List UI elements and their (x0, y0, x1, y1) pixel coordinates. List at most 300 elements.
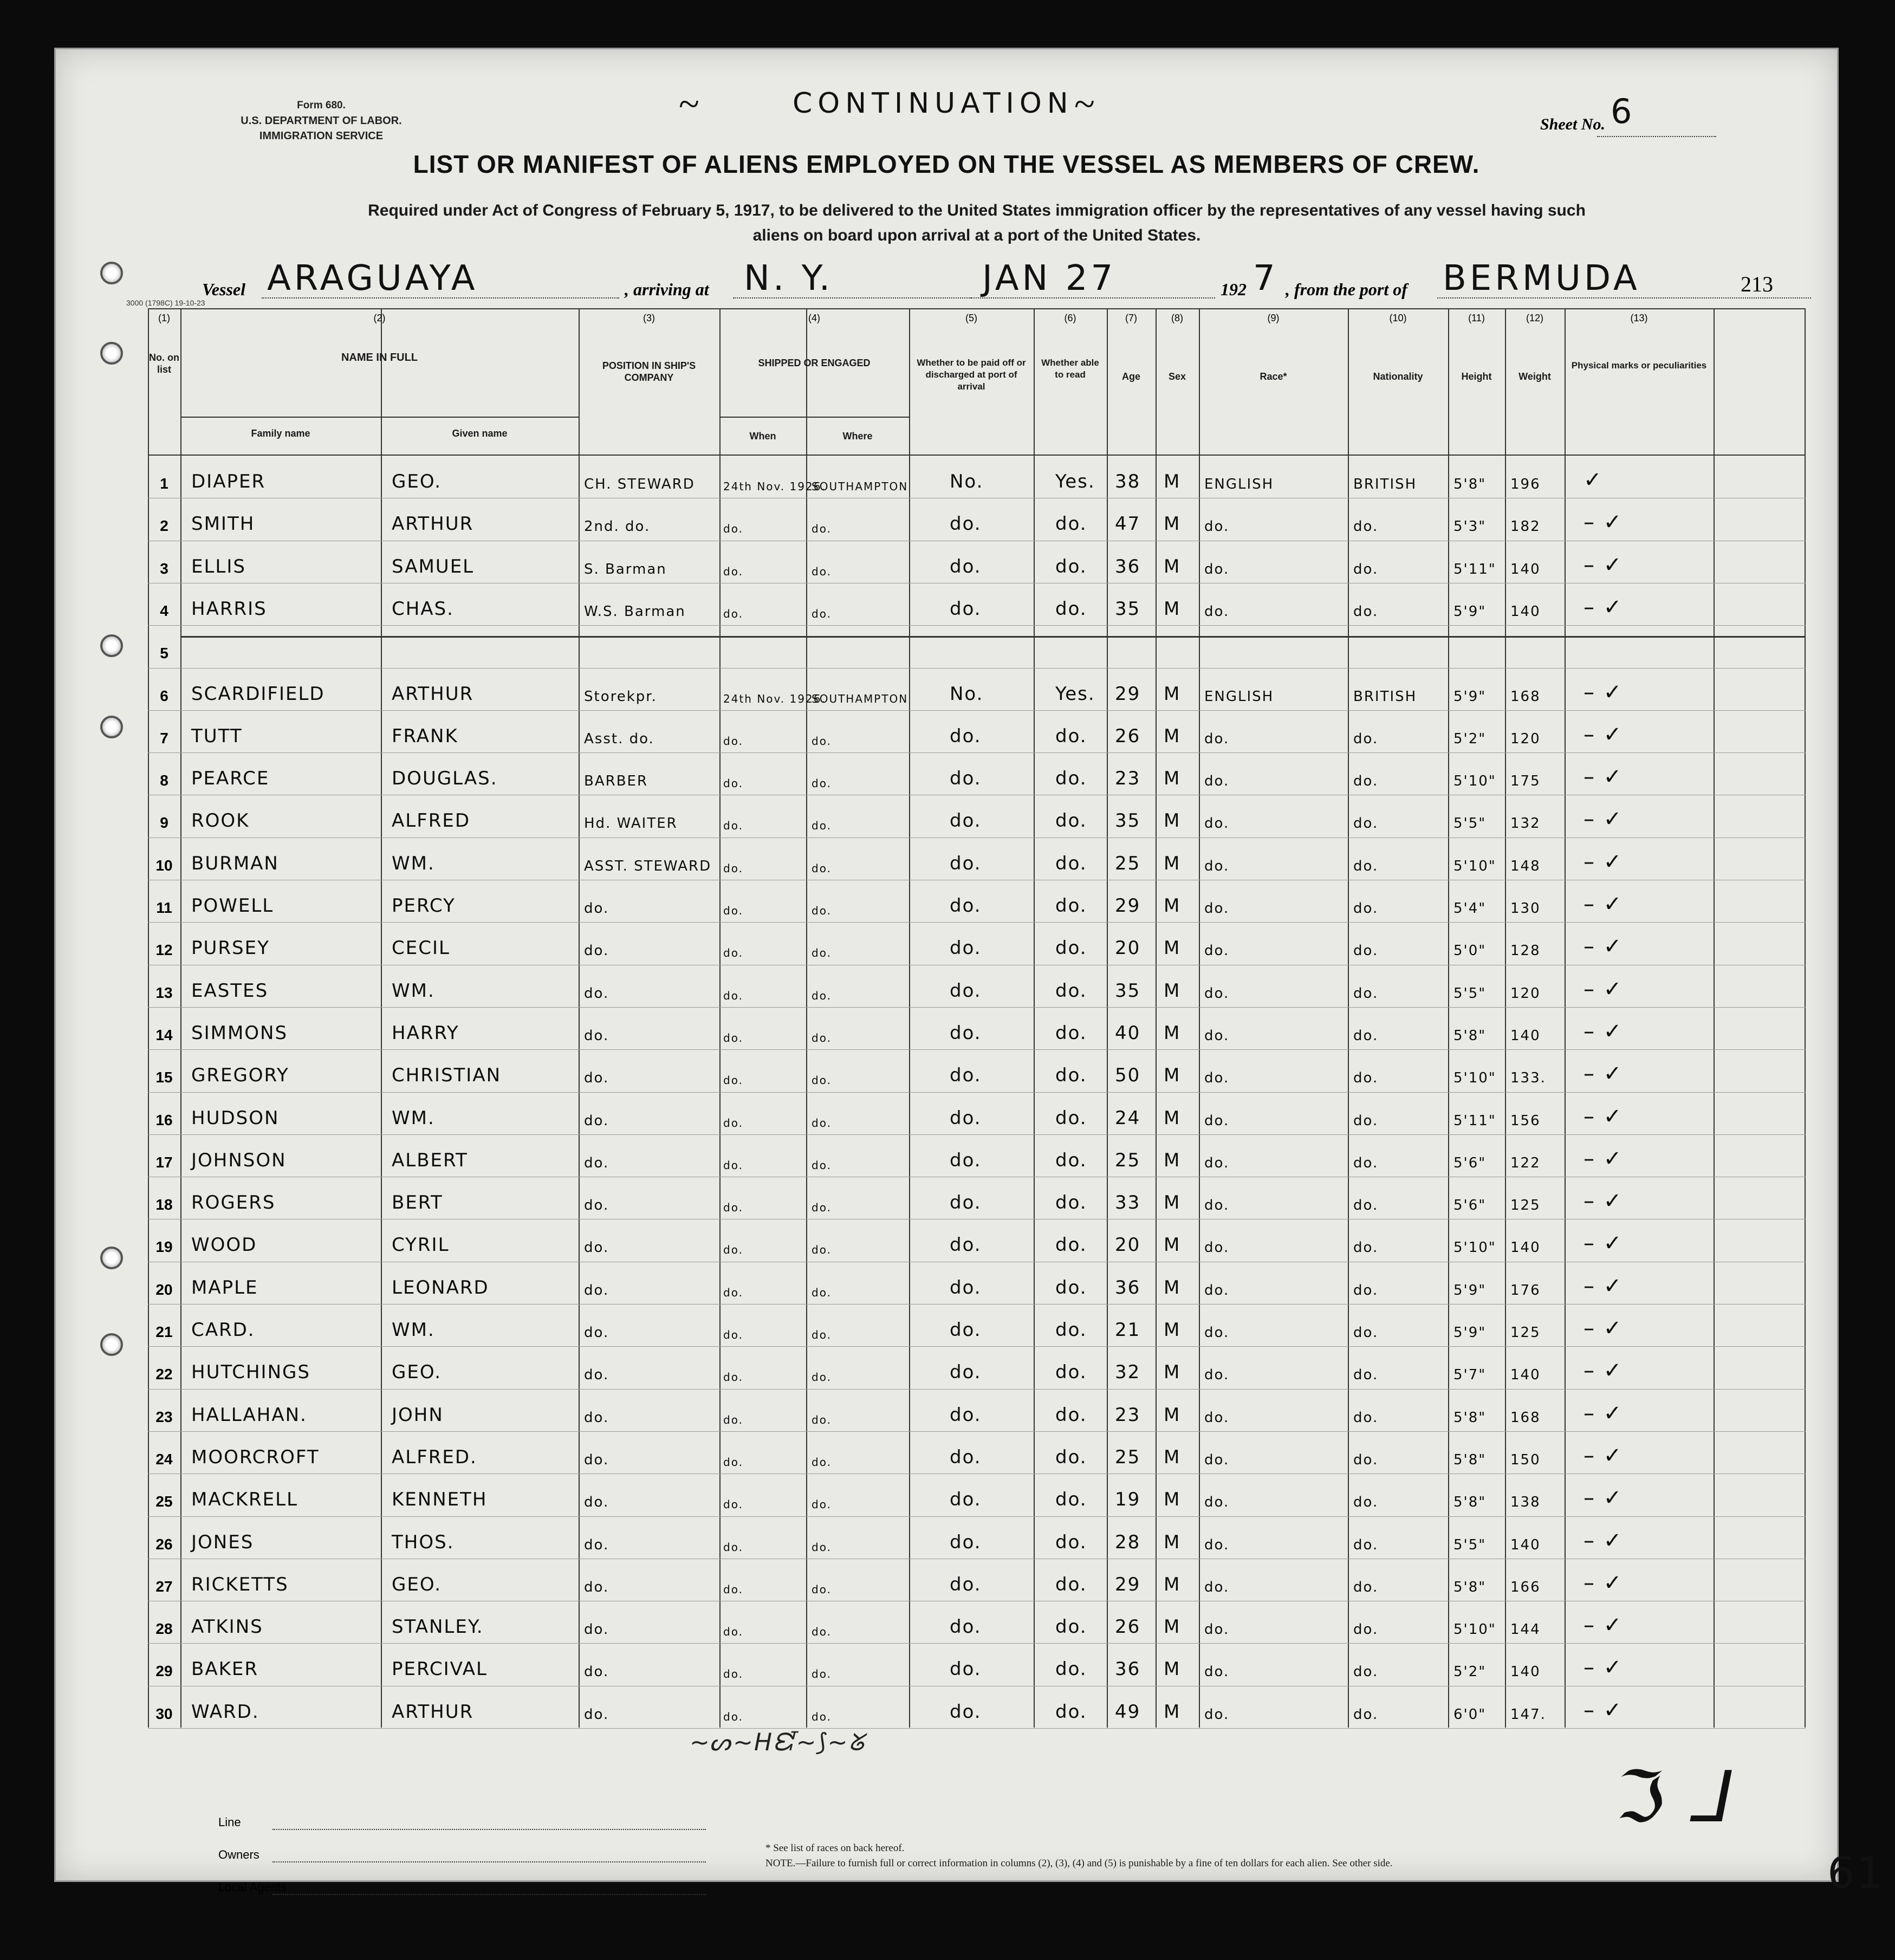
age: 32 (1115, 1361, 1141, 1384)
table-row (148, 922, 1806, 964)
row-number: 7 (160, 729, 168, 747)
name-subheader-rule (180, 417, 579, 418)
year-digit: 7 (1253, 258, 1279, 298)
position: do. (584, 1494, 609, 1511)
local-agents-label: Local Agents (218, 1880, 287, 1894)
shipped-when: do. (723, 1710, 743, 1723)
sex: M (1164, 1658, 1181, 1680)
paid-off: do. (950, 513, 982, 535)
race: do. (1204, 1706, 1230, 1723)
row-number: 27 (155, 1578, 173, 1595)
position: do. (584, 1325, 609, 1341)
col-num: (6) (1064, 313, 1076, 323)
able-to-read: do. (1055, 1573, 1087, 1595)
from-port-label: , from the port of (1286, 280, 1407, 299)
sex: M (1164, 852, 1181, 874)
height: 5'9" (1453, 688, 1487, 705)
row-rule (148, 1728, 1806, 1729)
height: 5'8" (1453, 476, 1487, 492)
shipped-where: do. (812, 904, 832, 917)
able-to-read: do. (1055, 1616, 1087, 1638)
able-to-read: do. (1055, 598, 1087, 620)
paid-off: do. (950, 1319, 982, 1341)
col-num: (9) (1267, 313, 1280, 323)
race: do. (1204, 518, 1230, 535)
position: do. (584, 1282, 609, 1299)
row-number: 28 (155, 1620, 173, 1638)
able-to-read: do. (1055, 1149, 1087, 1171)
shipped-when: do. (723, 522, 743, 536)
shipped-where: do. (812, 1413, 832, 1426)
subtitle-line-1: Required under Act of Congress of February 5, 1917, to be delivered to the United States immigration officer by the representatives of any vessel having such (368, 202, 1586, 219)
given-name: LEONARD (392, 1276, 489, 1299)
given-name: WM. (392, 852, 435, 874)
row-number: 24 (155, 1450, 173, 1468)
paid-off: do. (950, 1361, 982, 1384)
given-name: JOHN (392, 1404, 444, 1426)
department-name: U.S. DEPARTMENT OF LABOR. (241, 115, 402, 127)
header-where: Where (842, 431, 873, 442)
nationality: do. (1353, 815, 1379, 832)
weight: 175 (1510, 773, 1541, 790)
sex: M (1164, 1276, 1181, 1299)
sex: M (1164, 810, 1181, 832)
given-name: ARTHUR (392, 683, 474, 705)
weight: 140 (1510, 1536, 1541, 1553)
owners-field (272, 1861, 706, 1862)
shipped-when: do. (723, 1667, 743, 1681)
physical-marks: – ✓ (1584, 1485, 1623, 1511)
position: do. (584, 900, 609, 917)
race: do. (1204, 1451, 1230, 1468)
shipped-when: do. (723, 904, 743, 917)
nationality: do. (1353, 1536, 1379, 1553)
header-physical-marks: Physical marks or peculiarities (1571, 360, 1707, 371)
able-to-read: do. (1055, 1065, 1087, 1087)
subtitle-line-2: aliens on board upon arrival at a port of the United States. (752, 226, 1201, 244)
physical-marks: – ✓ (1584, 1189, 1623, 1214)
physical-marks: – ✓ (1584, 510, 1623, 535)
given-name: CHAS. (392, 598, 454, 620)
weight: 120 (1510, 730, 1541, 747)
weight: 150 (1510, 1451, 1541, 1468)
line-field (272, 1829, 706, 1830)
shipped-where: do. (812, 734, 832, 748)
age: 29 (1115, 683, 1141, 705)
row-number: 1 (160, 475, 168, 492)
table-row (148, 456, 1806, 498)
sex: M (1164, 1701, 1181, 1723)
height: 5'3" (1453, 518, 1487, 535)
weight: 182 (1510, 518, 1541, 535)
able-to-read: Yes. (1055, 683, 1095, 705)
able-to-read: do. (1055, 895, 1087, 917)
shipped-where: do. (812, 522, 832, 536)
shipped-where: SOUTHAMPTON (812, 480, 908, 493)
row-number: 18 (155, 1196, 173, 1213)
nationality: do. (1353, 518, 1379, 535)
able-to-read: do. (1055, 1404, 1087, 1426)
given-name: HARRY (392, 1022, 459, 1044)
shipped-when: do. (723, 777, 743, 790)
physical-marks: – ✓ (1584, 1104, 1623, 1129)
shipped-where: do. (812, 1455, 832, 1469)
paid-off: No. (950, 471, 984, 492)
races-note: * See list of races on back hereof. (765, 1842, 905, 1854)
physical-marks: – ✓ (1584, 976, 1623, 1002)
page-stamp: 213 (1741, 272, 1773, 296)
family-name: JOHNSON (191, 1149, 287, 1171)
given-name: ALBERT (392, 1149, 468, 1171)
given-name: ARTHUR (392, 513, 474, 535)
nationality: do. (1353, 943, 1379, 959)
family-name: POWELL (191, 895, 274, 917)
family-name: BURMAN (191, 852, 279, 874)
physical-marks: ✓ (1584, 468, 1603, 492)
weight: 138 (1510, 1494, 1541, 1511)
weight: 166 (1510, 1579, 1541, 1595)
sex: M (1164, 1022, 1181, 1044)
age: 36 (1115, 1658, 1141, 1680)
paid-off: do. (950, 1531, 982, 1553)
shipped-where: do. (812, 1116, 832, 1130)
nationality: do. (1353, 900, 1379, 917)
paid-off: do. (950, 937, 982, 959)
shipped-when: do. (723, 1625, 743, 1639)
age: 29 (1115, 895, 1141, 917)
shipped-when: do. (723, 1413, 743, 1426)
height: 5'9" (1453, 1282, 1487, 1299)
shipped-when: do. (723, 1158, 743, 1172)
position: 2nd. do. (584, 518, 651, 535)
table-row (148, 1643, 1806, 1685)
position: do. (584, 1621, 609, 1638)
paid-off: do. (950, 725, 982, 747)
paid-off: do. (950, 895, 982, 917)
able-to-read: do. (1055, 1531, 1087, 1553)
header-paid-off: Whether to be paid off or discharged at port of arrival (917, 358, 1026, 392)
row-number: 29 (155, 1663, 173, 1680)
shipped-when: do. (723, 946, 743, 960)
sex: M (1164, 937, 1181, 959)
given-name: GEO. (392, 471, 442, 492)
nationality: do. (1353, 1621, 1379, 1638)
able-to-read: do. (1055, 725, 1087, 747)
paid-off: do. (950, 1573, 982, 1595)
able-to-read: do. (1055, 1658, 1087, 1680)
physical-marks: – ✓ (1584, 807, 1623, 832)
crew-table (148, 308, 1806, 1728)
weight: 120 (1510, 985, 1541, 1002)
height: 5'10" (1453, 1239, 1496, 1256)
page-title: LIST OR MANIFEST OF ALIENS EMPLOYED ON THE VESSEL AS MEMBERS OF CREW. (413, 150, 1480, 178)
able-to-read: do. (1055, 937, 1087, 959)
weight: 133. (1510, 1070, 1546, 1087)
table-row (148, 1346, 1806, 1388)
table-row (148, 625, 1806, 667)
able-to-read: Yes. (1055, 471, 1095, 492)
table-row (148, 1431, 1806, 1474)
given-name: ALFRED (392, 810, 471, 832)
shipped-where: do. (812, 1031, 832, 1044)
row-number: 3 (160, 560, 168, 577)
weight: 144 (1510, 1621, 1541, 1638)
physical-marks: – ✓ (1584, 552, 1623, 577)
family-name: EASTES (191, 979, 269, 1002)
row-number: 15 (155, 1069, 173, 1086)
position: do. (584, 1154, 609, 1171)
race: do. (1204, 1112, 1230, 1129)
physical-marks: – ✓ (1584, 1146, 1623, 1171)
shipped-subheader-rule (719, 417, 909, 418)
height: 5'8" (1453, 1451, 1487, 1468)
given-name: GEO. (392, 1573, 442, 1595)
paid-off: do. (950, 1065, 982, 1087)
weight: 140 (1510, 561, 1541, 577)
col-num: (5) (965, 313, 977, 323)
position: CH. STEWARD (584, 476, 695, 492)
given-name: ARTHUR (392, 1701, 474, 1723)
height: 5'10" (1453, 1070, 1496, 1087)
position: Storekpr. (584, 688, 657, 705)
sex: M (1164, 1107, 1181, 1129)
race: do. (1204, 1664, 1230, 1680)
punch-hole (100, 262, 123, 284)
shipped-when: do. (723, 1074, 743, 1087)
race: do. (1204, 1154, 1230, 1171)
physical-marks: – ✓ (1584, 1697, 1623, 1723)
family-name: ELLIS (191, 555, 246, 577)
given-name: WM. (392, 1319, 435, 1341)
paid-off: do. (950, 1701, 982, 1723)
shipped-where: do. (812, 1371, 832, 1384)
nationality: do. (1353, 1112, 1379, 1129)
family-name: PEARCE (191, 768, 270, 790)
age: 21 (1115, 1319, 1141, 1341)
header-age: Age (1121, 371, 1140, 382)
race: do. (1204, 900, 1230, 917)
header-height: Height (1461, 371, 1492, 382)
paid-off: do. (950, 852, 982, 874)
table-row (148, 1134, 1806, 1177)
position: do. (584, 1536, 609, 1553)
service-name: IMMIGRATION SERVICE (259, 130, 384, 142)
race: do. (1204, 858, 1230, 874)
page-subtitle (218, 198, 1735, 248)
nationality: do. (1353, 1664, 1379, 1680)
family-name: MAPLE (191, 1276, 258, 1299)
given-name: CHRISTIAN (392, 1065, 502, 1087)
table-row (148, 1262, 1806, 1304)
position: ASST. STEWARD (584, 858, 712, 874)
given-name: WM. (392, 1107, 435, 1129)
sex: M (1164, 1234, 1181, 1256)
header-name-in-full: NAME IN FULL (341, 352, 418, 364)
paid-off: do. (950, 1616, 982, 1638)
shipped-where: do. (812, 1074, 832, 1087)
shipped-where: do. (812, 1498, 832, 1511)
position: do. (584, 1239, 609, 1256)
table-row (148, 1686, 1806, 1728)
age: 35 (1115, 979, 1141, 1002)
paid-off: do. (950, 810, 982, 832)
nationality: do. (1353, 1197, 1379, 1214)
table-row (148, 1389, 1806, 1431)
age: 24 (1115, 1107, 1141, 1129)
given-name: CECIL (392, 937, 450, 959)
signature: ~ᔕ~ᕼᘿ~⟆~ᘜ (690, 1729, 865, 1756)
col-num: (1) (158, 313, 170, 323)
family-name: HUDSON (191, 1107, 280, 1129)
paid-off: do. (950, 1489, 982, 1511)
shipped-when: do. (723, 734, 743, 748)
physical-marks: – ✓ (1584, 764, 1623, 790)
family-name: ROOK (191, 810, 250, 832)
shipped-when: do. (723, 564, 743, 578)
shipped-when: do. (723, 1243, 743, 1257)
height: 5'0" (1453, 943, 1487, 959)
sex: M (1164, 725, 1181, 747)
weight: 156 (1510, 1112, 1541, 1129)
shipped-when: do. (723, 1328, 743, 1341)
physical-marks: – ✓ (1584, 1061, 1623, 1087)
sex: M (1164, 1192, 1181, 1214)
sex: M (1164, 1616, 1181, 1638)
manifest-sheet (54, 48, 1885, 1898)
shipped-where: do. (812, 1201, 832, 1215)
age: 33 (1115, 1192, 1141, 1214)
punch-hole (100, 634, 123, 657)
sex: M (1164, 1573, 1181, 1595)
shipped-when: do. (723, 1201, 743, 1215)
arrival-date: JAN 27 (982, 258, 1117, 298)
sex: M (1164, 1404, 1181, 1426)
shipped-when: do. (723, 861, 743, 875)
height: 5'11" (1453, 1112, 1496, 1129)
physical-marks: – ✓ (1584, 1018, 1623, 1044)
header-family-name: Family name (251, 428, 310, 439)
age: 23 (1115, 1404, 1141, 1426)
vessel-label: Vessel (202, 280, 245, 299)
age: 26 (1115, 725, 1141, 747)
family-name: HUTCHINGS (191, 1361, 310, 1384)
physical-marks: – ✓ (1584, 1528, 1623, 1553)
height: 5'6" (1453, 1197, 1487, 1214)
form-number: Form 680. (297, 100, 346, 111)
shipped-where: do. (812, 1158, 832, 1172)
shipped-where: do. (812, 1625, 832, 1639)
row-number: 12 (155, 942, 173, 959)
physical-marks: – ✓ (1584, 722, 1623, 747)
nationality: do. (1353, 1451, 1379, 1468)
age: 47 (1115, 513, 1141, 535)
table-row (148, 710, 1806, 752)
able-to-read: do. (1055, 979, 1087, 1002)
nationality: do. (1353, 730, 1379, 747)
family-name: GREGORY (191, 1065, 289, 1087)
header-race: Race* (1260, 371, 1287, 382)
paid-off: do. (950, 598, 982, 620)
given-name: KENNETH (392, 1489, 488, 1511)
paid-off: do. (950, 1658, 982, 1680)
sheet-number-line (1597, 136, 1716, 137)
col-num: (3) (643, 313, 655, 323)
sex: M (1164, 1149, 1181, 1171)
sex: M (1164, 513, 1181, 535)
table-row (148, 838, 1806, 880)
position: W.S. Barman (584, 603, 686, 620)
shipped-when: do. (723, 1286, 743, 1299)
weight: 140 (1510, 1239, 1541, 1256)
sex: M (1164, 683, 1181, 705)
table-row (148, 1304, 1806, 1346)
age: 29 (1115, 1573, 1141, 1595)
header-sex: Sex (1168, 371, 1186, 382)
given-name: SAMUEL (392, 555, 475, 577)
height: 5'9" (1453, 1325, 1487, 1341)
height: 5'8" (1453, 1579, 1487, 1595)
row-number: 10 (155, 856, 173, 874)
paid-off: do. (950, 1404, 982, 1426)
row-number: 26 (155, 1535, 173, 1553)
shipped-when: do. (723, 1116, 743, 1130)
physical-marks: – ✓ (1584, 1443, 1623, 1468)
family-name: ROGERS (191, 1192, 276, 1214)
age: 36 (1115, 555, 1141, 577)
paid-off: do. (950, 1234, 982, 1256)
given-name: BERT (392, 1192, 443, 1214)
nationality: do. (1353, 561, 1379, 577)
shipped-when: do. (723, 1582, 743, 1596)
shipped-where: do. (812, 1243, 832, 1257)
col-num: (11) (1468, 313, 1485, 323)
nationality: do. (1353, 1409, 1379, 1426)
sex: M (1164, 1531, 1181, 1553)
height: 6'0" (1453, 1706, 1487, 1723)
punch-hole (100, 342, 123, 365)
family-name: SCARDIFIELD (191, 683, 325, 705)
height: 5'6" (1453, 1154, 1487, 1171)
position: do. (584, 1579, 609, 1595)
col-num: (12) (1526, 313, 1543, 323)
shipped-where: do. (812, 946, 832, 960)
able-to-read: do. (1055, 810, 1087, 832)
age: 25 (1115, 852, 1141, 874)
position: do. (584, 1112, 609, 1129)
race: do. (1204, 773, 1230, 790)
table-row (148, 1516, 1806, 1559)
height: 5'8" (1453, 1409, 1487, 1426)
able-to-read: do. (1055, 1701, 1087, 1723)
given-name: ALFRED. (392, 1446, 477, 1468)
position: do. (584, 1367, 609, 1384)
given-name: STANLEY. (392, 1616, 484, 1638)
header-no-on-list: No. on list (149, 352, 179, 375)
height: 5'5" (1453, 985, 1487, 1002)
row-number: 11 (156, 899, 172, 916)
nationality: do. (1353, 1325, 1379, 1341)
shipped-where: do. (812, 1710, 832, 1723)
race: do. (1204, 561, 1230, 577)
able-to-read: do. (1055, 1361, 1087, 1384)
sex: M (1164, 1319, 1181, 1341)
shipped-when: 24th Nov. 1926. (723, 480, 826, 493)
form-info-block (170, 98, 473, 144)
table-row (148, 541, 1806, 583)
table-top-rule (148, 308, 1806, 309)
height: 5'10" (1453, 858, 1496, 874)
paid-off: do. (950, 768, 982, 790)
